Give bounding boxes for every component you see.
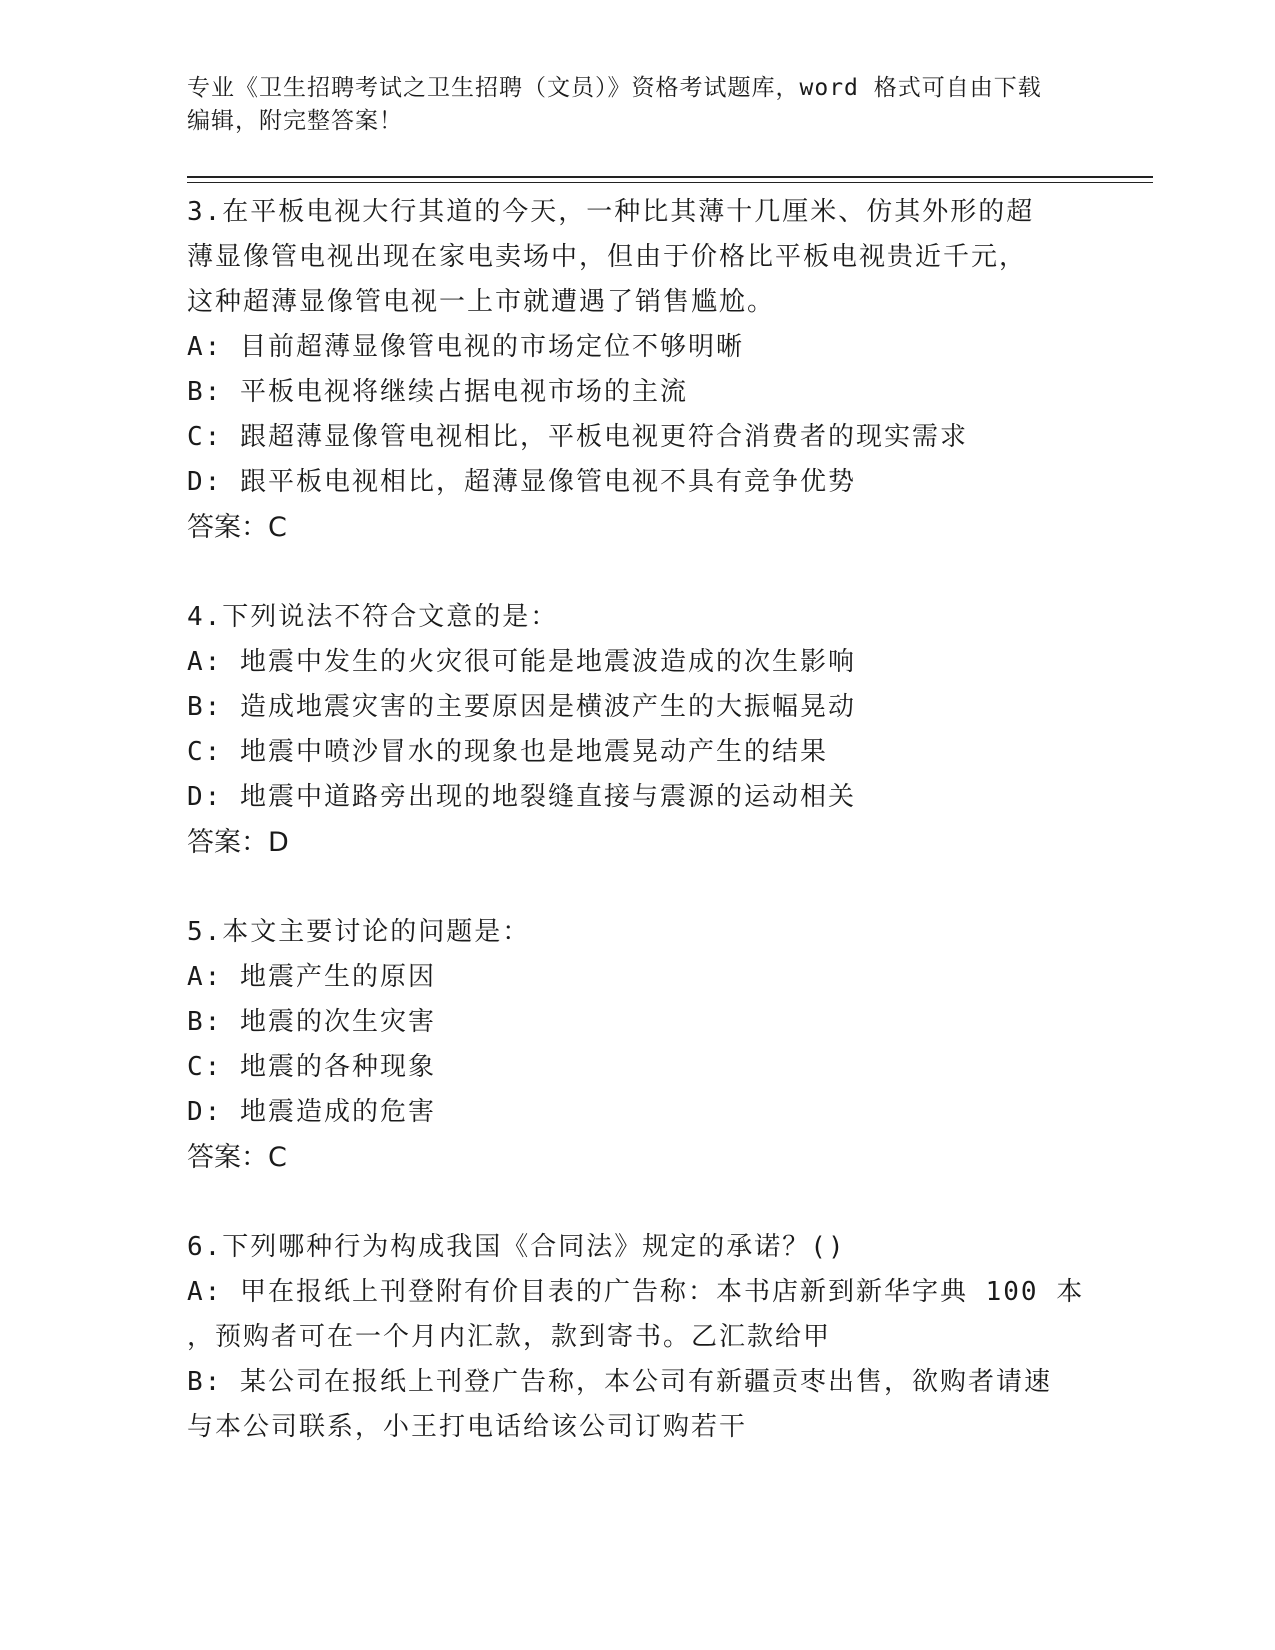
option-a: A: 甲在报纸上刊登附有价目表的广告称：本书店新到新华字典 100 本 <box>187 1277 1085 1307</box>
option-b: B: 地震的次生灾害 <box>187 1007 436 1037</box>
option-c: C: 跟超薄显像管电视相比，平板电视更符合消费者的现实需求 <box>187 422 968 452</box>
answer-line: 答案：C <box>187 512 287 543</box>
option-a: A: 地震产生的原因 <box>187 962 436 992</box>
option-d: D: 地震造成的危害 <box>187 1097 436 1127</box>
option-b: B: 某公司在报纸上刊登广告称，本公司有新疆贡枣出售，欲购者请速 <box>187 1367 1052 1397</box>
question-stem-line: 这种超薄显像管电视一上市就遭遇了销售尴尬。 <box>187 287 776 317</box>
answer-line: 答案：C <box>187 1142 287 1173</box>
question-stem-line: 5.本文主要讨论的问题是： <box>187 917 531 947</box>
header-line-1: 专业《卫生招聘考试之卫生招聘（文员）》资格考试题库，word 格式可自由下载 <box>187 75 1042 101</box>
header-divider-thin <box>187 182 1153 183</box>
option-a: A: 目前超薄显像管电视的市场定位不够明晰 <box>187 332 744 362</box>
header-divider-thick <box>187 176 1153 178</box>
question-6 <box>187 1225 1087 1450</box>
option-a-continued: ，预购者可在一个月内汇款，款到寄书。乙汇款给甲 <box>187 1322 832 1352</box>
question-list <box>187 190 1087 1495</box>
document-header <box>187 72 1067 138</box>
option-d: D: 地震中道路旁出现的地裂缝直接与震源的运动相关 <box>187 782 856 812</box>
answer-line: 答案：D <box>187 827 289 858</box>
option-b-continued: 与本公司联系，小王打电话给该公司订购若干 <box>187 1412 748 1442</box>
question-5 <box>187 910 1087 1180</box>
option-d: D: 跟平板电视相比，超薄显像管电视不具有竞争优势 <box>187 467 856 497</box>
question-stem-line: 3.在平板电视大行其道的今天，一种比其薄十几厘米、仿其外形的超 <box>187 197 1035 227</box>
option-b: B: 平板电视将继续占据电视市场的主流 <box>187 377 688 407</box>
question-stem-line: 6.下列哪种行为构成我国《合同法》规定的承诺？() <box>187 1232 846 1262</box>
question-stem-line: 4.下列说法不符合文意的是： <box>187 602 559 632</box>
question-3 <box>187 190 1087 550</box>
header-line-2: 编辑，附完整答案！ <box>187 108 403 134</box>
option-b: B: 造成地震灾害的主要原因是横波产生的大振幅晃动 <box>187 692 856 722</box>
question-4 <box>187 595 1087 865</box>
question-stem-line: 薄显像管电视出现在家电卖场中，但由于价格比平板电视贵近千元， <box>187 242 1028 272</box>
option-c: C: 地震的各种现象 <box>187 1052 436 1082</box>
option-a: A: 地震中发生的火灾很可能是地震波造成的次生影响 <box>187 647 856 677</box>
option-c: C: 地震中喷沙冒水的现象也是地震晃动产生的结果 <box>187 737 828 767</box>
